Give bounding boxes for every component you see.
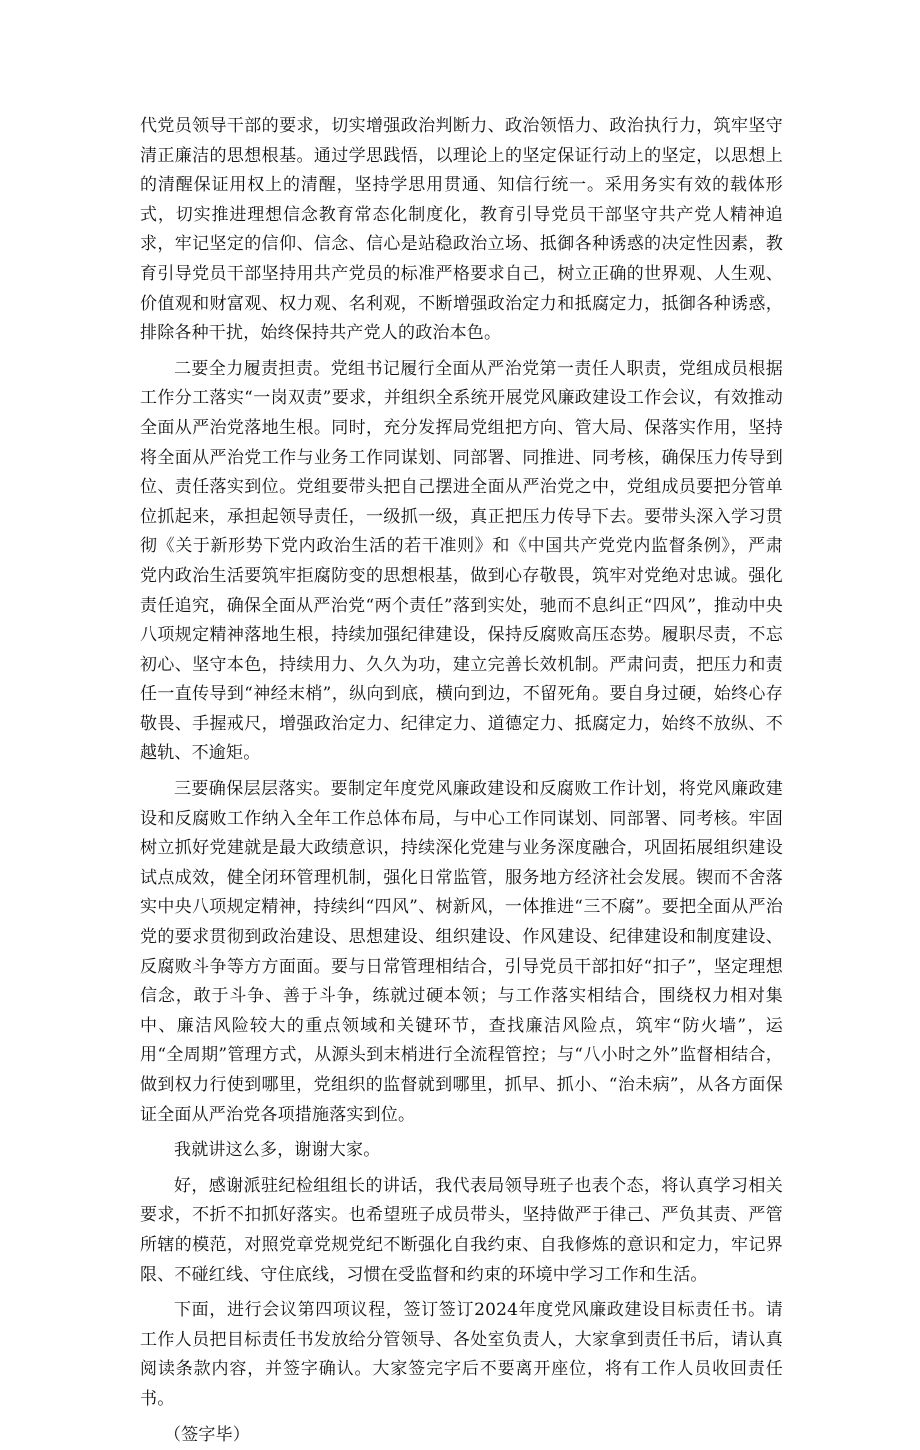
paragraph-agenda-signing: 下面，进行会议第四项议程，签订签订2024年度党风廉政建设目标责任书。请工作人员把目标责任书发放给分管领导、各处室负责人，大家拿到责任书后，请认真阅读条款内容，并签字确认。大家签完字后不要离开座位，将有工作人员收回责任书。 <box>140 1300 783 1409</box>
paragraph-closing-remark: 我就讲这么多，谢谢大家。 <box>174 1140 381 1161</box>
paragraph-intro-continued: 代党员领导干部的要求，切实增强政治判断力、政治领悟力、政治执行力，筑牢坚守清正廉洁的思想根基。通过学思践悟，以理论上的坚定保证行动上的坚定，以思想上的清醒保证用权上的清醒，坚持学思用贯通、知信行统一。采用务实有效的载体形式，切实推进理想信念教育常态化制度化，教育引导党员干部坚守共产党人精神追求，牢记坚定的信仰、信念、信心是站稳政治立场、抵御各种诱惑的决定性因素，教育引导党员干部坚持用共产党员的标准严格要求自己，树立正确的世界观、人生观、价值观和财富观、权力观、名利观，不断增强政治定力和抵腐定力，抵御各种诱惑，排除各种干扰，始终保持共产党人的政治本色。 <box>140 116 783 344</box>
paragraph-implementation: 三要确保层层落实。要制定年度党风廉政建设和反腐败工作计划，将党风廉政建设和反腐败工作纳入全年工作总体布局，与中心工作同谋划、同部署、同考核。牢固树立抓好党建就是最大政绩意识，持续深化党建与业务深度融合，巩固拓展组织建设试点成效，健全闭环管理机制，强化日常监管，服务地方经济社会发展。锲而不舍落实中央八项规定精神，持续纠“四风”、树新风，一体推进“三不腐”。要把全面从严治党的要求贯彻到政治建设、思想建设、组织建设、作风建设、纪律建设和制度建设、反腐败斗争等方方面面。要与日常管理相结合，引导党员干部扣好“扣子”，坚定理想信念，敢于斗争、善于斗争，练就过硬本领；与工作落实相结合，围绕权力相对集中、廉洁风险较大的重点领域和关键环节，查找廉洁风险点，筑牢“防火墙”，运用“全周期”管理方式，从源头到末梢进行全流程管控；与“八小时之外”监督相结合，做到权力行使到哪里，党组织的监督就到哪里，抓早、抓小、“治未病”，从各方面保证全面从严治党各项措施落实到位。 <box>140 779 783 1125</box>
paragraph-responsibility: 二要全力履责担责。党组书记履行全面从严治党第一责任人职责，党组成员根据工作分工落实“一岗双责”要求，并组织全系统开展党风廉政建设工作会议，有效推动全面从严治党落地生根。同时，充分发挥局党组把方向、管大局、保落实作用，坚持将全面从严治党工作与业务工作同谋划、同部署、同推进、同考核，确保压力传导到位、责任落实到位。党组要带头把自己摆进全面从严治党之中，党组成员要把分管单位抓起来，承担起领导责任，一级抓一级，真正把压力传导下去。要带头深入学习贯彻《关于新形势下党内政治生活的若干准则》和《中国共产党党内监督条例》，严肃党内政治生活要筑牢拒腐防变的思想根基，做到心存敬畏，筑牢对党绝对忠诚。强化责任追究，确保全面从严治党“两个责任”落到实处，驰而不息纠正“四风”，推动中央八项规定精神落地生根，持续加强纪律建设，保持反腐败高压态势。履职尽责，不忘初心、坚守本色，持续用力、久久为功，建立完善长效机制。严肃问责，把压力和责任一直传导到“神经末梢”，纵向到底，横向到边，不留死角。要自身过硬，始终心存敬畏、手握戒尺，增强政治定力、纪律定力、道德定力、抵腐定力，始终不放纵、不越轨、不逾矩。 <box>140 358 783 764</box>
closing-note: （签字毕） <box>164 1424 250 1445</box>
paragraph-leadership-pledge: 好，感谢派驻纪检组组长的讲话，我代表局领导班子也表个态，将认真学习相关要求，不折不扣抓好落实。也希望班子成员带头，坚持做严于律己、严负其责、严管所辖的模范，对照党章党规党纪不断强化自我约束、自我修炼的意识和定力，牢记界限、不碰红线、守住底线，习惯在受监督和约束的环境中学习工作和生活。 <box>140 1175 783 1285</box>
document-page <box>140 112 783 1450</box>
